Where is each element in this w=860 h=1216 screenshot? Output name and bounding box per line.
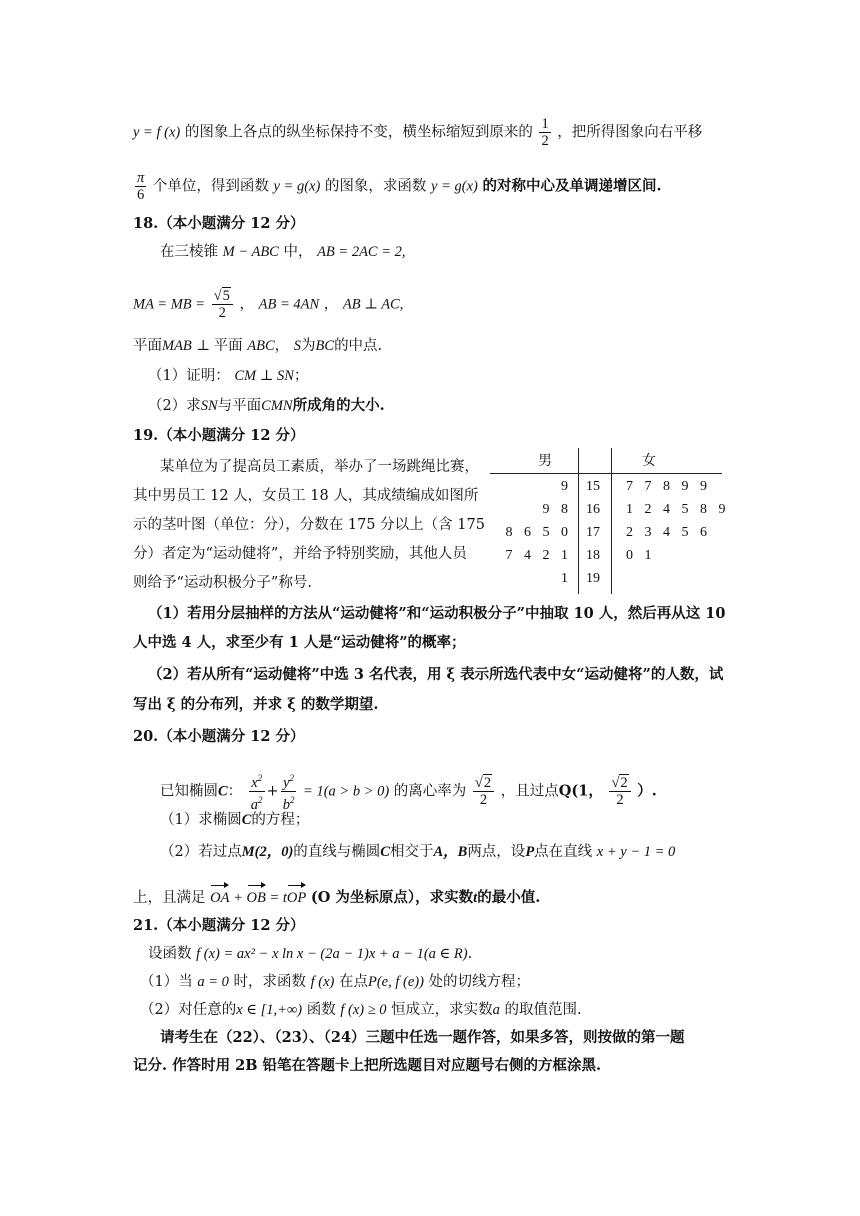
- p17-line2: [133, 170, 662, 203]
- p19-q2-a: （2）若从所有“运动健将”中选 3 名代表，用 ξ 表示所选代表中女“运动健将”的人数，试: [148, 666, 724, 683]
- male-leaves: 7 4 2 1: [505, 548, 572, 563]
- male-leaves: 8 6 5 0: [505, 525, 572, 540]
- right-divider: [611, 448, 612, 594]
- p19-text-1: 某单位为了提高员工素质，举办了一场跳绳比赛，: [160, 459, 479, 475]
- note-line2: 记分. 作答时用 2B 铅笔在答题卡上把所选题目对应题号右侧的方框涂黑.: [133, 1057, 602, 1074]
- fraction-pi-6: $\frac{\pi}{6}$: [137, 170, 145, 203]
- p19-text-4: 分）者定为“运动健将”，并给予特别奖励，其他人员: [133, 546, 467, 562]
- male-header: 男: [538, 453, 552, 469]
- stem: 17: [586, 525, 600, 540]
- female-leaves: 7 7 8 9 9: [626, 479, 711, 494]
- fraction-sqrt2-2: $\frac{√2}{2}$: [473, 775, 494, 808]
- fraction-sqrt5-2: $\frac{√5}{2}$: [212, 288, 233, 321]
- text: 的图象上各点的纵坐标保持不变，横坐标缩短到原来的: [184, 124, 533, 141]
- text: 的对称中心及单调递增区间.: [482, 177, 662, 195]
- p20-line1: 已知椭圆C： $\frac{x^2}{a^2}$ + $\frac{y^2}{b^2}$ = 1(a > b > 0) 的离心率为 $\frac{√2}{2}$ ，且过点Q(1， $\frac{√2}{2}$ ）.: [160, 770, 657, 813]
- p18-title: 18.（本小题满分 12 分）: [133, 215, 305, 232]
- p19-title: 19.（本小题满分 12 分）: [133, 427, 305, 444]
- stem-leaf-plot: [490, 448, 730, 596]
- header-line: [490, 473, 722, 474]
- female-leaves: 0 1: [626, 548, 656, 563]
- text: ，把所得图象向右平移: [557, 124, 703, 141]
- p20-q2: （2）若过点M(2，0)的直线与椭圆C相交于A，B两点，设P点在直线 x + y − 1 = 0: [160, 844, 676, 860]
- p19-text-3: 示的茎叶图（单位：分），分数在 175 分以上（含 175: [133, 517, 485, 533]
- p18-q1: （1）证明： CM ⊥ SN；: [148, 368, 309, 384]
- female-leaves: 2 3 4 5 6: [626, 525, 711, 540]
- p21-line1: 设函数 f (x) = ax² − x ln x − (2a − 1)x + a − 1(a ∈ R).: [148, 946, 473, 962]
- p20-title: 20.（本小题满分 12 分）: [133, 728, 305, 745]
- text: 个单位，得到函数: [152, 178, 269, 195]
- p18-line2: MA = MB = $\frac{√5}{2}$ ， AB = 4AN ， AB ⊥ AC,: [133, 288, 404, 321]
- math-expr: y = f (x): [133, 124, 181, 141]
- math-expr: y = g(x): [273, 178, 321, 195]
- p21-q1: （1）当 a = 0 时，求函数 f (x) 在点P(e, f (e)) 处的切线方程；: [140, 974, 531, 990]
- stem: 18: [586, 548, 600, 563]
- p19-text-5: 则给予“运动积极分子”称号.: [133, 575, 312, 591]
- p19-q1-a: （1）若用分层抽样的方法从“运动健将”和“运动积极分子”中抽取 10 人，然后再从这 10: [148, 605, 726, 622]
- p19-q1-b: 人中选 4 人，求至少有 1 人是“运动健将”的概率；: [133, 634, 466, 651]
- stem: 16: [586, 502, 600, 517]
- p19-q2-b: 写出 ξ 的分布列，并求 ξ 的数学期望.: [133, 696, 379, 713]
- note-line1: 请考生在（22）、（23）、（24）三题中任选一题作答，如果多答，则按做的第一题: [160, 1029, 685, 1046]
- p17-line1: [133, 116, 702, 149]
- fraction: $\frac{1}{2}$: [541, 116, 549, 149]
- p18-line1: 在三棱锥 M − ABC 中， AB = 2AC = 2,: [160, 244, 406, 260]
- male-leaves: 9: [561, 479, 572, 494]
- p18-q2: （2）求SN与平面CMN所成角的大小.: [148, 397, 385, 414]
- stem: 15: [586, 479, 600, 494]
- male-leaves: 9 8: [542, 502, 572, 517]
- p20-line3: 上，且满足 OA + OB = tOP (O 为坐标原点），求实数t的最小值.: [133, 889, 541, 906]
- math-expr: y = g(x): [431, 178, 478, 195]
- p21-title: 21.（本小题满分 12 分）: [133, 917, 305, 934]
- p19-text-2: 其中男员工 12 人，女员工 18 人，其成绩编成如图所: [133, 488, 479, 504]
- stem: 19: [586, 571, 600, 586]
- female-leaves: 1 2 4 5 8 9: [626, 502, 730, 517]
- fraction-y2-b2: $\frac{y^2}{b^2}$: [281, 770, 297, 813]
- vector-equation: OA + OB = tOP: [210, 890, 307, 906]
- fraction-sqrt2-2-b: $\frac{√2}{2}$: [609, 775, 630, 808]
- left-divider: [578, 448, 579, 594]
- male-leaves: 1: [561, 571, 572, 586]
- text: 的图象，求函数: [324, 178, 427, 195]
- p21-q2: （2）对任意的x ∈ [1,+∞) 函数 f (x) ≥ 0 恒成立，求实数a 的取值范围.: [140, 1002, 582, 1018]
- fraction-x2-a2: $\frac{x^2}{a^2}$: [249, 770, 265, 813]
- female-header: 女: [642, 453, 656, 469]
- p18-line3: 平面MAB ⊥ 平面 ABC， S为BC的中点.: [133, 338, 383, 354]
- p20-q1: （1）求椭圆C的方程；: [160, 812, 310, 828]
